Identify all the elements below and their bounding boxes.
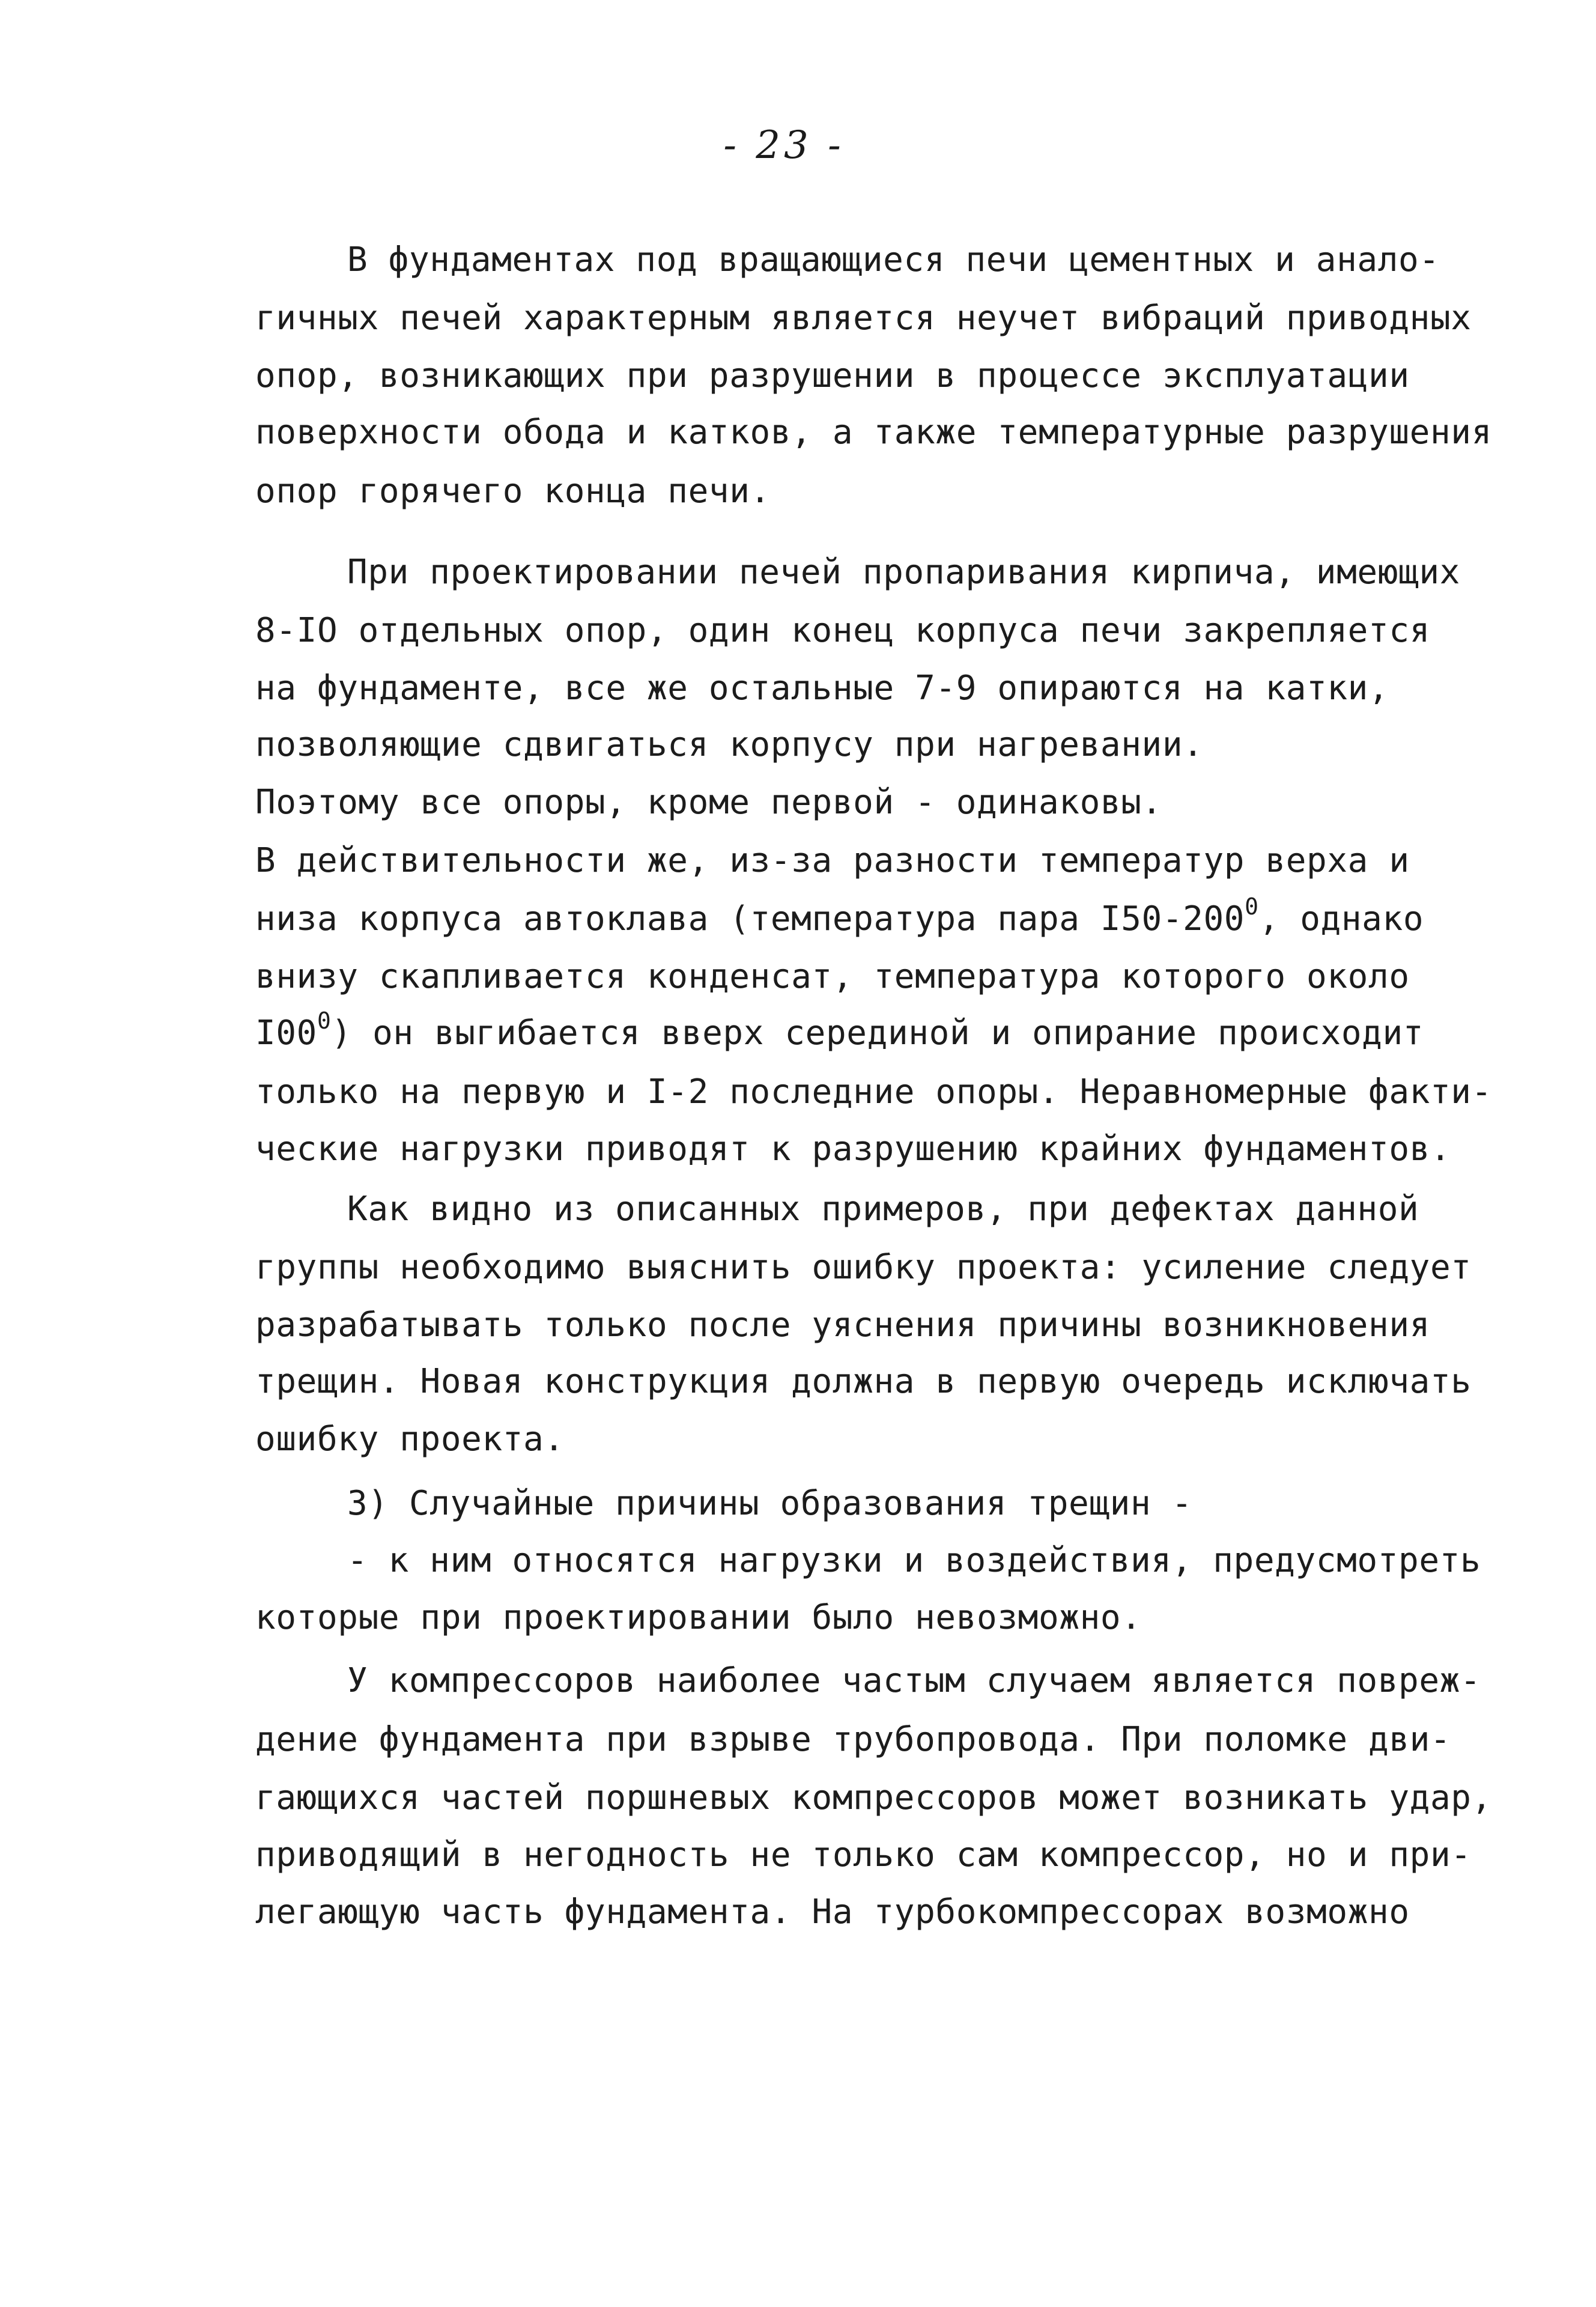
- text-line: только на первую и I-2 последние опоры. Неравномерные факти-: [255, 1072, 1492, 1111]
- text-line: - к ним относятся нагрузки и воздействия, предусмотреть: [347, 1541, 1481, 1580]
- text-line: дение фундамента при взрыве трубопровода. При поломке дви-: [255, 1720, 1451, 1759]
- degree-superscript: 0: [1245, 893, 1259, 920]
- text-line: При проектировании печей пропаривания кирпича, имеющих: [347, 553, 1461, 592]
- text-line: поверхности обода и катков, а также температурные разрушения: [255, 413, 1492, 452]
- text-line: легающую часть фундамента. На турбокомпрессорах возможно: [255, 1892, 1410, 1932]
- text-line: гающихся частей поршневых компрессоров может возникать удар,: [255, 1778, 1492, 1817]
- text-line: на фундаменте, все же остальные 7-9 опираются на катки,: [255, 669, 1389, 708]
- text-line: [255, 1005, 1424, 1062]
- text-line: позволяющие сдвигаться корпусу при нагревании.: [255, 725, 1204, 764]
- text-line: опор, возникающих при разрушении в процессе эксплуатации: [255, 356, 1410, 395]
- text-line: разрабатывать только после уяснения причины возникновения: [255, 1305, 1430, 1345]
- text-line: которые при проектировании было невозможно.: [255, 1598, 1142, 1637]
- text-line: ошибку проекта.: [255, 1420, 565, 1459]
- text-line: гичных печей характерным является неучет вибраций приводных: [255, 299, 1472, 338]
- text-line: приводящий в негодность не только сам компрессор, но и при-: [255, 1835, 1472, 1874]
- text-line: Как видно из описанных примеров, при дефектах данной: [347, 1190, 1419, 1229]
- text-line: 8-IO отдельных опор, один конец корпуса печи закрепляется: [255, 611, 1430, 650]
- degree-superscript: 0: [317, 1008, 332, 1034]
- text-fragment: ) он выгибается вверх серединой и опирание происходит: [331, 1014, 1424, 1053]
- text-line: группы необходимо выяснить ошибку проекта: усиление следует: [255, 1248, 1472, 1287]
- text-line: 3) Случайные причины образования трещин -: [347, 1484, 1192, 1523]
- text-line: [255, 890, 1424, 948]
- text-fragment: , однако: [1258, 899, 1424, 938]
- text-line: внизу скапливается конденсат, температура которого около: [255, 957, 1410, 996]
- text-line: В действительности же, из-за разности температур верха и: [255, 841, 1410, 880]
- text-line: трещин. Новая конструкция должна в первую очередь исключать: [255, 1362, 1472, 1401]
- text-line: У компрессоров наиболее частым случаем является повреж-: [347, 1661, 1481, 1700]
- text-line: Поэтому все опоры, кроме первой - одинаковы.: [255, 783, 1162, 822]
- text-line: В фундаментах под вращающиеся печи цементных и анало-: [347, 240, 1440, 279]
- text-fragment: низа корпуса автоклава (температура пара I50-200: [255, 899, 1245, 938]
- text-line: опор горячего конца печи.: [255, 472, 771, 511]
- page-number: - 23 -: [723, 123, 845, 168]
- text-line: ческие нагрузки приводят к разрушению крайних фундаментов.: [255, 1129, 1451, 1169]
- text-fragment: I00: [255, 1014, 317, 1053]
